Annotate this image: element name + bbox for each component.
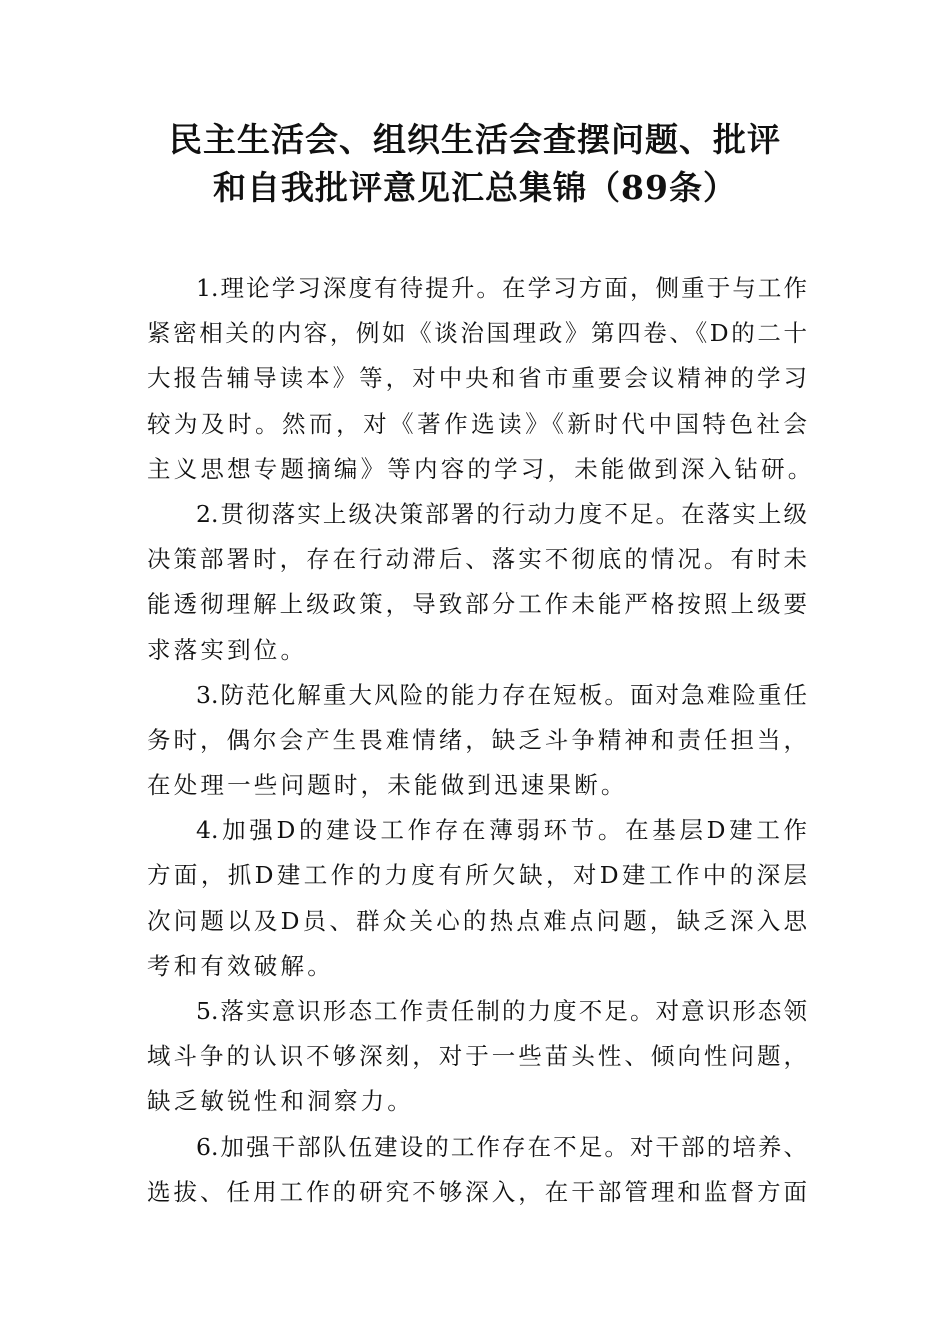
paragraph-line: 方面，抓D建工作的力度有所欠缺，对D建工作中的深层 — [147, 861, 807, 890]
paragraph-line: 能透彻理解上级政策，导致部分工作未能严格按照上级要 — [147, 590, 807, 619]
paragraph-line: 2.贯彻落实上级决策部署的行动力度不足。在落实上级 — [196, 499, 807, 528]
paragraph-2 — [147, 492, 807, 673]
paragraph-3 — [147, 673, 807, 809]
paragraph-line: 主义思想专题摘编》等内容的学习，未能做到深入钻研。 — [147, 454, 815, 483]
paragraph-line: 域斗争的认识不够深刻，对于一些苗头性、倾向性问题， — [147, 1042, 807, 1071]
paragraph-6 — [147, 1125, 807, 1215]
paragraph-5 — [147, 989, 807, 1125]
paragraph-line: 次问题以及D员、群众关心的热点难点问题，缺乏深入思 — [147, 906, 807, 935]
paragraph-line: 在处理一些问题时，未能做到迅速果断。 — [147, 771, 628, 800]
paragraph-line: 决策部署时，存在行动滞后、落实不彻底的情况。有时未 — [147, 545, 807, 574]
paragraph-line: 5.落实意识形态工作责任制的力度不足。对意识形态领 — [196, 997, 807, 1025]
paragraph-line: 大报告辅导读本》等，对中央和省市重要会议精神的学习 — [147, 364, 807, 393]
paragraph-line: 4.加强D的建设工作存在薄弱环节。在基层D建工作 — [196, 816, 807, 845]
paragraph-line: 缺乏敏锐性和洞察力。 — [147, 1087, 414, 1116]
title-line-2: 和自我批评意见汇总集锦（89条） — [213, 168, 737, 207]
paragraph-line: 6.加强干部队伍建设的工作存在不足。对干部的培养、 — [196, 1132, 807, 1161]
paragraph-line: 选拔、任用工作的研究不够深入，在干部管理和监督方面 — [147, 1177, 807, 1206]
paragraph-line: 求落实到位。 — [147, 635, 308, 664]
paragraph-line: 考和有效破解。 — [147, 951, 334, 980]
paragraph-line: 3.防范化解重大风险的能力存在短板。面对急难险重任 — [196, 680, 807, 709]
paragraph-4 — [147, 808, 807, 989]
paragraph-line: 较为及时。然而，对《著作选读》《新时代中国特色社会 — [147, 409, 807, 438]
paragraph-1 — [147, 266, 815, 492]
paragraph-line: 1.理论学习深度有待提升。在学习方面，侧重于与工作 — [196, 274, 807, 302]
title-line-1: 民主生活会、组织生活会查摆问题、批评 — [169, 120, 781, 159]
paragraph-line: 紧密相关的内容，例如《谈治国理政》第四卷、《D的二十 — [147, 319, 807, 348]
document-body — [147, 266, 815, 1215]
paragraph-line: 务时，偶尔会产生畏难情绪，缺乏斗争精神和责任担当， — [147, 725, 807, 754]
